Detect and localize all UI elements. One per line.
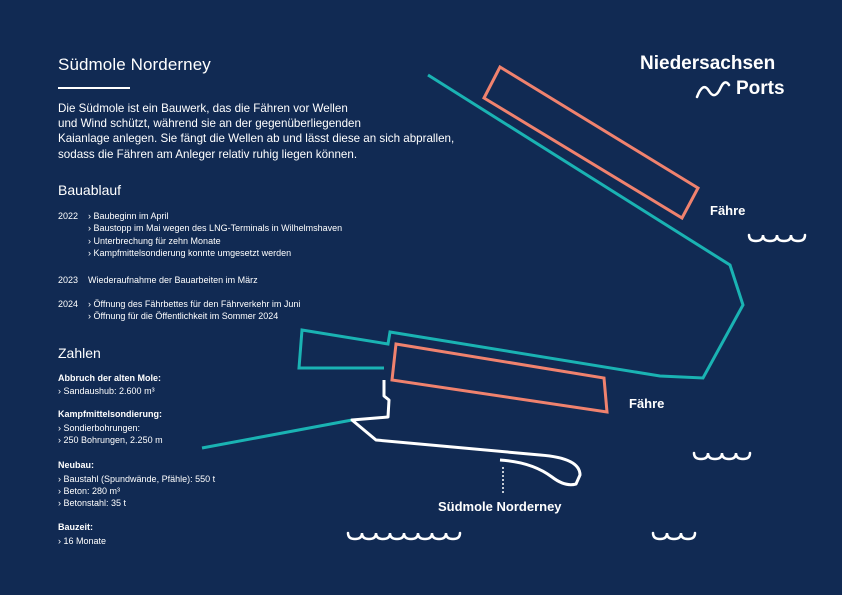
zahlen-label: Bauzeit: xyxy=(58,522,94,532)
zahlen-item: › Beton: 280 m³ xyxy=(58,486,121,496)
timeline-item: › Öffnung für die Öffentlichkeit im Sommer 2024 xyxy=(88,311,279,322)
intro-line: sodass die Fähren am Anleger relativ ruhig liegen können. xyxy=(58,147,358,161)
brand-wave-icon xyxy=(697,82,729,97)
zahlen-item: › Betonstahl: 35 t xyxy=(58,498,127,508)
zahlen-heading: Zahlen xyxy=(58,345,101,361)
intro-line: Die Südmole ist ein Bauwerk, das die Fähren vor Wellen xyxy=(58,102,348,115)
zahlen-item: › Sondierbohrungen: xyxy=(58,423,141,433)
mole-label: Südmole Norderney xyxy=(438,499,562,514)
quay-line-lower xyxy=(202,420,352,448)
intro-line: Kaianlage anlegen. Sie fängt die Wellen ab und lässt diese an sich abprallen, xyxy=(58,132,455,146)
timeline-item: › Baubeginn im April xyxy=(88,211,169,221)
timeline-year: 2022 xyxy=(58,211,79,221)
zahlen-item: › 250 Bohrungen, 2.250 m xyxy=(58,435,163,445)
wave-icon xyxy=(694,453,750,459)
wave-icon xyxy=(653,533,695,539)
wave-icon xyxy=(348,533,460,539)
zahlen-label: Abbruch der alten Mole: xyxy=(58,373,162,383)
brand-name: Niedersachsen xyxy=(640,53,776,74)
ferry-bottom xyxy=(392,344,607,412)
intro-line: und Wind schützt, während sie an der gegenüberliegenden xyxy=(58,117,361,131)
page-title: Südmole Norderney xyxy=(58,55,211,74)
zahlen-label: Neubau: xyxy=(58,460,94,470)
zahlen-item: › Sandaushub: 2.600 m³ xyxy=(58,386,155,396)
mole-outline xyxy=(352,380,580,485)
ferry-label: Fähre xyxy=(629,396,665,411)
timeline-item: Wiederaufnahme der Bauarbeiten im März xyxy=(88,275,258,285)
timeline-item: › Öffnung des Fährbettes für den Fährverkehr im Juni xyxy=(88,299,301,309)
zahlen-item: › Baustahl (Spundwände, Pfähle): 550 t xyxy=(58,474,216,484)
wave-icon xyxy=(749,235,805,241)
timeline-year: 2023 xyxy=(58,275,79,285)
timeline-year: 2024 xyxy=(58,299,79,309)
timeline-item: › Kampfmittelsondierung konnte umgesetzt werden xyxy=(88,248,292,259)
ferry-label: Fähre xyxy=(710,203,746,218)
brand-ports: Ports xyxy=(736,78,785,99)
bauablauf-heading: Bauablauf xyxy=(58,182,122,198)
zahlen-label: Kampfmittelsondierung: xyxy=(58,409,163,419)
zahlen-item: › 16 Monate xyxy=(58,536,107,546)
ferry-top xyxy=(484,67,698,218)
timeline-item: › Unterbrechung für zehn Monate xyxy=(88,235,221,246)
timeline-item: › Baustopp im Mai wegen des LNG-Terminals in Wilhelmshaven xyxy=(88,223,343,234)
